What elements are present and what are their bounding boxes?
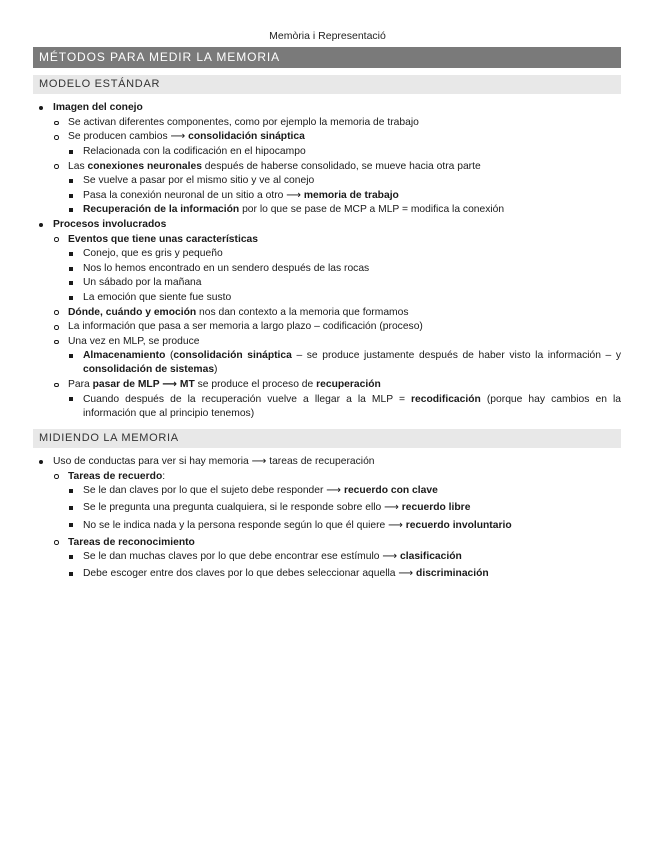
list-item: Tareas de reconocimiento Se le dan muchas claves por lo que debe encontrar ese estímulo ⟶ clasificación Debe escoger entre dos claves por lo que debes seleccionar aquella ⟶ discriminación xyxy=(53,535,621,581)
circle-bullet-icon xyxy=(54,164,59,169)
list-item: La emoción que siente fue susto xyxy=(68,291,621,306)
modelo-list xyxy=(33,101,621,421)
list-item: Cuando después de la recuperación vuelve a llegar a la MLP = recodificación (porque hay cambios en la información que al principio tenemos) xyxy=(68,392,621,421)
list-item: Relacionada con la codificación en el hipocampo xyxy=(68,145,621,160)
section-heading: MÉTODOS PARA MEDIR LA MEMORIA xyxy=(33,47,621,68)
subsection-heading-midiendo: MIDIENDO LA MEMORIA xyxy=(33,429,621,448)
list-item: Debe escoger entre dos claves por lo que debes seleccionar aquella ⟶ discriminación xyxy=(68,567,621,582)
list-item: Nos lo hemos encontrado en un sendero después de las rocas xyxy=(68,262,621,277)
square-bullet-icon xyxy=(69,489,73,493)
list-item: Recuperación de la información por lo que se pase de MCP a MLP = modifica la conexión xyxy=(68,203,621,218)
square-bullet-icon xyxy=(69,572,73,576)
list-item: Se le pregunta una pregunta cualquiera, si le responde sobre ello ⟶ recuerdo libre xyxy=(68,501,621,516)
circle-bullet-icon xyxy=(54,135,59,140)
square-bullet-icon xyxy=(69,194,73,198)
list-item: Se activan diferentes componentes, como por ejemplo la memoria de trabajo xyxy=(53,116,621,131)
circle-bullet-icon xyxy=(54,340,59,345)
arrow-icon: ⟶ xyxy=(382,551,398,563)
circle-bullet-icon xyxy=(54,325,59,330)
circle-bullet-icon xyxy=(54,310,59,315)
square-bullet-icon xyxy=(69,354,73,358)
subsection-heading-modelo: MODELO ESTÁNDAR xyxy=(33,75,621,94)
square-bullet-icon xyxy=(69,281,73,285)
list-item: Una vez en MLP, se produce Almacenamiento (consolidación sináptica – se produce justamente después de haber visto la información – y consolidación de sistemas) xyxy=(53,335,621,378)
square-bullet-icon xyxy=(69,555,73,559)
circle-bullet-icon xyxy=(54,383,59,388)
document-body xyxy=(33,47,621,590)
arrow-icon: ⟶ xyxy=(286,189,301,201)
list-item: Las conexiones neuronales después de haberse consolidado, se mueve hacia otra parte Se vuelve a pasar por el mismo sitio y ve al conejo Pasa la conexión neuronal de un sitio a otro ⟶ memoria de trabajo Recuperación de la información por lo que se pase de MCP a MLP = modifica la conexión xyxy=(53,159,621,217)
list-item: Se le dan claves por lo que el sujeto debe responder ⟶ recuerdo con clave xyxy=(68,484,621,499)
square-bullet-icon xyxy=(69,150,73,154)
square-bullet-icon xyxy=(69,296,73,300)
disc-bullet-icon xyxy=(39,460,43,464)
circle-bullet-icon xyxy=(54,540,59,545)
midiendo-list xyxy=(33,455,621,582)
square-bullet-icon xyxy=(69,267,73,271)
list-item: Tareas de recuerdo: Se le dan claves por lo que el sujeto debe responder ⟶ recuerdo con clave Se le pregunta una pregunta cualquiera, si le responde sobre ello ⟶ recuerdo libre No se le indica nada y la persona responde según lo que él quiere ⟶ recuerdo involuntario xyxy=(53,469,621,532)
list-item: Uso de conductas para ver si hay memoria ⟶ tareas de recuperación Tareas de recuerdo: Se le dan claves por lo que el sujeto debe responder ⟶ recuerdo con clave Se le pregunta una pregunta cualquiera, si le responde sobre ello ⟶ recuerdo libre No se le indica nada y la persona responde según lo que él quiere ⟶ recuerdo involuntario Tareas de reconocimiento Se le dan muchas claves por lo que debe encontrar ese estímulo ⟶ clasificación Debe escoger entre dos claves por lo que debes seleccionar aquella ⟶ discriminación xyxy=(33,455,621,582)
list-item: Se producen cambios ⟶ consolidación sináptica Relacionada con la codificación en el hipocampo xyxy=(53,130,621,159)
list-item: Conejo, que es gris y pequeño xyxy=(68,247,621,262)
page-header: Memòria i Representació xyxy=(269,30,386,42)
arrow-icon: ⟶ xyxy=(170,131,186,143)
list-item: Para pasar de MLP ⟶ MT se produce el proceso de recuperación Cuando después de la recuperación vuelve a llegar a la MLP = recodificación (porque hay cambios en la información que al principio tenemos) xyxy=(53,378,621,421)
list-item: Un sábado por la mañana xyxy=(68,276,621,291)
circle-bullet-icon xyxy=(54,474,59,479)
list-item: La información que pasa a ser memoria a largo plazo – codificación (proceso) xyxy=(53,320,621,335)
circle-bullet-icon xyxy=(54,237,59,242)
list-item: Eventos que tiene unas características Conejo, que es gris y pequeño Nos lo hemos encontrado en un sendero después de las rocas Un sábado por la mañana La emoción que siente fue susto xyxy=(53,232,621,305)
square-bullet-icon xyxy=(69,523,73,527)
list-item: No se le indica nada y la persona responde según lo que él quiere ⟶ recuerdo involuntario xyxy=(68,518,621,533)
square-bullet-icon xyxy=(69,208,73,212)
list-item: Almacenamiento (consolidación sináptica – se produce justamente después de haber visto la información – y consolidación de sistemas) xyxy=(68,349,621,378)
list-item: Se vuelve a pasar por el mismo sitio y ve al conejo xyxy=(68,174,621,189)
square-bullet-icon xyxy=(69,506,73,510)
list-item: Pasa la conexión neuronal de un sitio a otro ⟶ memoria de trabajo xyxy=(68,189,621,204)
arrow-icon: ⟶ xyxy=(388,519,403,531)
arrow-icon: ⟶ xyxy=(384,502,399,514)
list-item: Imagen del conejo Se activan diferentes componentes, como por ejemplo la memoria de trabajo Se producen cambios ⟶ consolidación sináptica Relacionada con la codificación en el hipocampo Las conexiones neuronales después de haberse consolidado, se mueve hacia otra parte Se vuelve a pasar por el mismo sitio y ve al conejo Pasa la conexión neuronal de un sitio a otro ⟶ memoria de trabajo Recuperación de la información por lo que se pase de MCP a MLP = modifica la conexión xyxy=(33,101,621,218)
square-bullet-icon xyxy=(69,397,73,401)
list-item: Dónde, cuándo y emoción nos dan contexto a la memoria que formamos xyxy=(53,305,621,320)
square-bullet-icon xyxy=(69,179,73,183)
disc-bullet-icon xyxy=(39,106,43,110)
circle-bullet-icon xyxy=(54,121,59,126)
disc-bullet-icon xyxy=(39,223,43,227)
list-item: Se le dan muchas claves por lo que debe encontrar ese estímulo ⟶ clasificación xyxy=(68,550,621,565)
list-item: Procesos involucrados Eventos que tiene unas características Conejo, que es gris y pequeño Nos lo hemos encontrado en un sendero después de las rocas Un sábado por la mañana La emoción que siente fue susto Dónde, cuándo y emoción nos dan contexto a la memoria que formamos La información que pasa a ser memoria a largo plazo – codificación (proceso) Una vez en MLP, se produce Almacenamiento (consolidación sináptica – se produce justamente después de haber visto la información – y consolidación de sistemas) Para pasar de MLP ⟶ MT se produce el proceso de recuperación Cuando después de la recuperación vuelve a llegar a la MLP = recodificación (porque hay cambios en la información que al principio tenemos) xyxy=(33,218,621,421)
arrow-icon: ⟶ xyxy=(326,485,342,497)
arrow-icon: ⟶ xyxy=(398,568,414,580)
square-bullet-icon xyxy=(69,252,73,256)
